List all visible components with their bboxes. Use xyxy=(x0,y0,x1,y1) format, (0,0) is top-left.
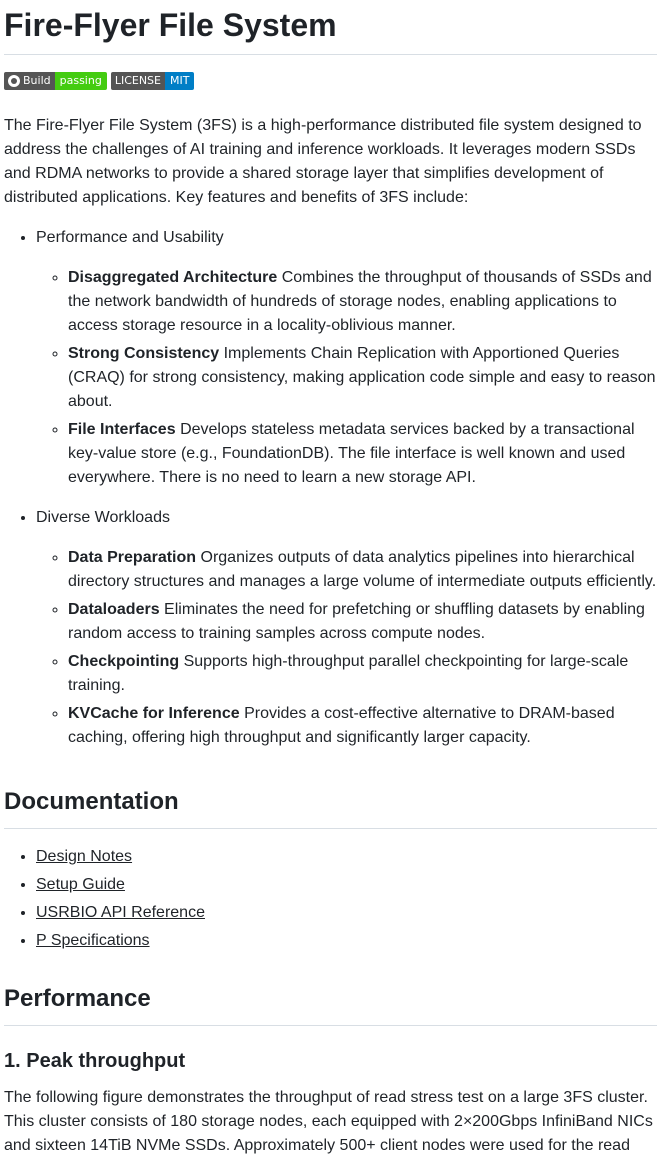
usrbio-api-link[interactable]: USRBIO API Reference xyxy=(36,904,205,921)
feature-sublist xyxy=(36,266,657,490)
readme-page xyxy=(4,0,657,1158)
list-item: ◦ Checkpointing Supports high-throughput parallel checkpointing for large-scale training. xyxy=(68,650,657,698)
list-item: ◦ File Interfaces Develops stateless metadata services backed by a transactional key-value store (e.g., FoundationDB). The file interface is well known and used everywhere. There is no need to learn a new storage API. xyxy=(68,418,657,490)
feature-group: • Diverse Workloads ◦ Data Preparation Organizes outputs of data analytics pipelines into hierarchical directory structures and manages a large volume of intermediate outputs efficiently. ◦ Dataloaders Eliminates the need for prefetching or shuffling datasets by enabling random access to training samples across compute nodes. ◦ Checkpointing Supports high-throughput parallel checkpointing for large-scale training. ◦ KVCache for Inference Provides a cost-effective alternative to DRAM-based caching, offering high throughput and significantly larger capacity. xyxy=(36,506,657,750)
peak-throughput-heading: 1. Peak throughput xyxy=(4,1050,186,1072)
feature-sublist xyxy=(36,546,657,750)
list-item: ◦ Data Preparation Organizes outputs of data analytics pipelines into hierarchical directory structures and manages a large volume of intermediate outputs efficiently. xyxy=(68,546,657,594)
build-badge[interactable]: Build passing xyxy=(4,72,107,90)
list-item xyxy=(36,901,657,925)
list-item: ◦ KVCache for Inference Provides a cost-effective alternative to DRAM-based caching, offering high throughput and significantly larger capacity. xyxy=(68,702,657,750)
list-item: ◦ Disaggregated Architecture Combines the throughput of thousands of SSDs and the network bandwidth of hundreds of storage nodes, enabling applications to access storage resource in a locality-oblivious manner. xyxy=(68,266,657,338)
license-badge[interactable]: LICENSE MIT xyxy=(111,72,195,90)
intro-paragraph: The Fire-Flyer File System (3FS) is a high-performance distributed file system designed to address the challenges of AI training and inference workloads. It leverages modern SSDs and RDMA networks to provide a shared storage layer that simplifies development of distributed applications. Key features and benefits of 3FS include: xyxy=(4,117,642,206)
feature-group: • Performance and Usability ◦ Disaggregated Architecture Combines the throughput of thousands of SSDs and the network bandwidth of hundreds of storage nodes, enabling applications to access storage resource in a locality-oblivious manner. ◦ Strong Consistency Implements Chain Replication with Apportioned Queries (CRAQ) for strong consistency, making application code simple and easy to reason about. ◦ File Interfaces Develops stateless metadata services backed by a transactional key-value store (e.g., FoundationDB). The file interface is well known and used everywhere. There is no need to learn a new storage API. xyxy=(36,226,657,490)
performance-paragraph: The following figure demonstrates the throughput of read stress test on a large 3FS cluster. This cluster consists of 180 storage nodes, each equipped with 2×200Gbps InfiniBand NICs and sixteen 14TiB NVMe SSDs. Approximately 500+ client nodes were used for the read xyxy=(4,1089,653,1154)
feature-list xyxy=(4,226,657,750)
list-item xyxy=(36,929,657,953)
list-item xyxy=(36,873,657,897)
design-notes-link[interactable]: Design Notes xyxy=(36,848,133,865)
documentation-heading: Documentation xyxy=(4,786,657,829)
p-specifications-link[interactable]: P Specifications xyxy=(36,932,150,949)
github-icon xyxy=(8,75,20,87)
list-item xyxy=(36,845,657,869)
badge-row xyxy=(4,72,657,92)
setup-guide-link[interactable]: Setup Guide xyxy=(36,876,125,893)
list-item: ◦ Dataloaders Eliminates the need for prefetching or shuffling datasets by enabling random access to training samples across compute nodes. xyxy=(68,598,657,646)
documentation-links xyxy=(4,845,657,953)
performance-heading: Performance xyxy=(4,983,657,1026)
list-item: ◦ Strong Consistency Implements Chain Replication with Apportioned Queries (CRAQ) for strong consistency, making application code simple and easy to reason about. xyxy=(68,342,657,414)
page-title: Fire-Flyer File System xyxy=(4,0,657,55)
